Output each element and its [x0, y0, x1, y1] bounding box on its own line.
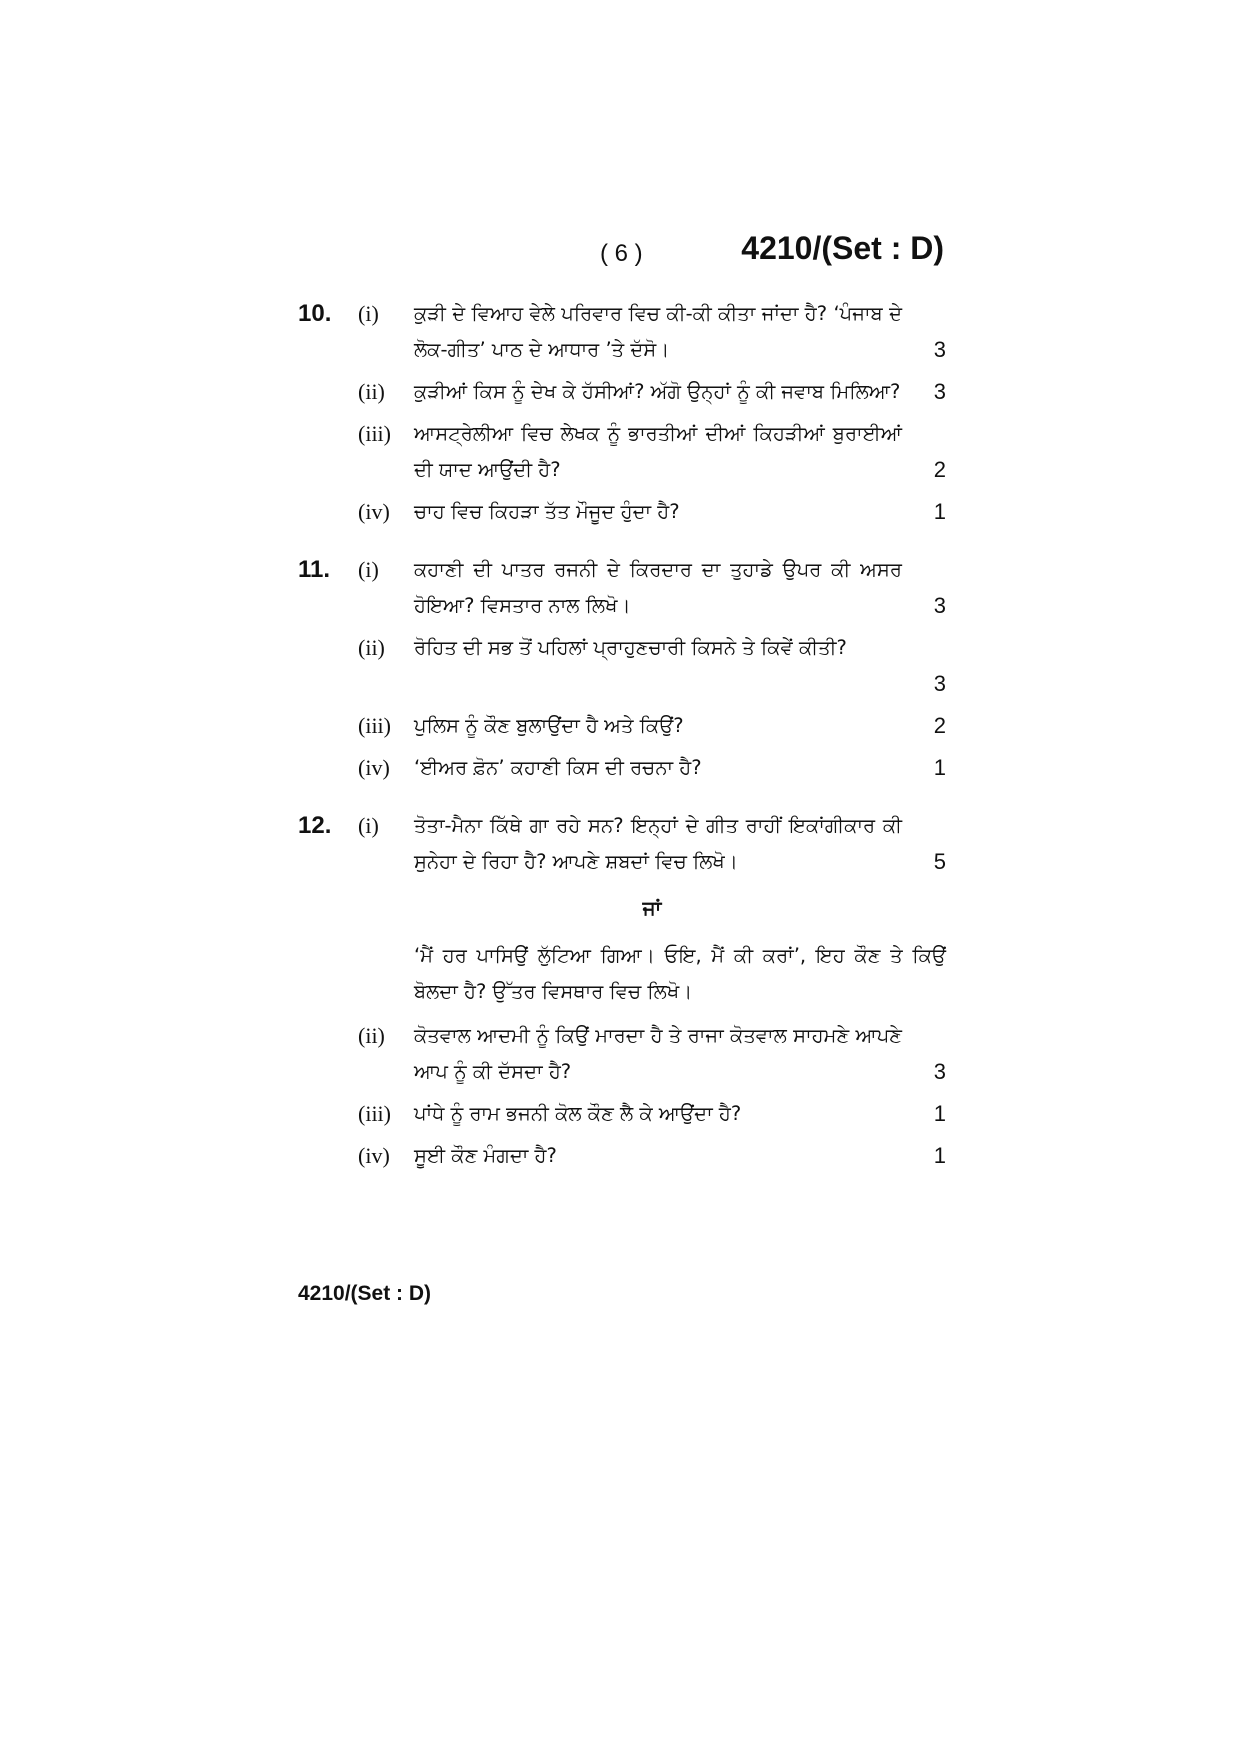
part-label: (i): [358, 557, 379, 582]
part-text: ਰੋਹਿਤ ਦੀ ਸਭ ਤੋਂ ਪਹਿਲਾਂ ਪ੍ਰਾਹੁਣਚਾਰੀ ਕਿਸਨੇ ਤੇ ਕਿਵੇਂ ਕੀਤੀ?: [414, 636, 847, 659]
part-marks: 3: [933, 337, 946, 362]
question-number: 11.: [298, 556, 331, 583]
part-label: (i): [358, 301, 379, 326]
question-number: 12.: [298, 812, 332, 839]
page-number: ( 6 ): [600, 240, 643, 267]
part-text: ਪੁਲਿਸ ਨੂੰ ਕੌਣ ਬੁਲਾਉਂਦਾ ਹੈ ਅਤੇ ਕਿਉਂ?: [414, 714, 684, 737]
part-text: ‘ਈਅਰ ਫ਼ੋਨ’ ਕਹਾਣੀ ਕਿਸ ਦੀ ਰਚਨਾ ਹੈ?: [414, 756, 702, 779]
part-text: ਕੋਤਵਾਲ ਆਦਮੀ ਨੂੰ ਕਿਉਂ ਮਾਰਦਾ ਹੈ ਤੇ ਰਾਜਾ ਕੋਤਵਾਲ ਸਾਹਮਣੇ ਆਪਣੇ ਆਪ ਨੂੰ ਕੀ ਦੱਸਦਾ ਹੈ?: [414, 1024, 902, 1083]
question-part: [298, 808, 946, 880]
question-part: [298, 708, 946, 744]
question-11: [298, 552, 946, 786]
question-part: [298, 1018, 946, 1090]
page-footer-set-label: 4210/(Set : D): [298, 1282, 432, 1305]
part-text: ਤੋਤਾ-ਮੈਨਾ ਕਿੱਥੇ ਗਾ ਰਹੇ ਸਨ? ਇਨ੍ਹਾਂ ਦੇ ਗੀਤ ਰਾਹੀਂ ਇਕਾਂਗੀਕਾਰ ਕੀ ਸੁਨੇਹਾ ਦੇ ਰਿਹਾ ਹੈ? ਆਪਣੇ ਸ਼ਬਦਾਂ ਵਿਚ ਲਿਖੋ।: [414, 814, 902, 873]
part-marks: 2: [933, 457, 946, 482]
part-marks: 1: [933, 1143, 946, 1168]
part-text: ਕੁੜੀ ਦੇ ਵਿਆਹ ਵੇਲੇ ਪਰਿਵਾਰ ਵਿਚ ਕੀ-ਕੀ ਕੀਤਾ ਜਾਂਦਾ ਹੈ? ‘ਪੰਜਾਬ ਦੇ ਲੋਕ-ਗੀਤ’ ਪਾਠ ਦੇ ਆਧਾਰ ’ਤੇ ਦੱਸੋ।: [414, 302, 902, 361]
part-label: (ii): [358, 1023, 385, 1048]
question-part: [298, 296, 946, 368]
question-part: [298, 750, 946, 786]
question-part: [298, 374, 946, 410]
alternative-question-text: ‘ਮੈਂ ਹਰ ਪਾਸਿਉਂ ਲੁੱਟਿਆ ਗਿਆ। ਓਇ, ਮੈਂ ਕੀ ਕਰਾਂ’, ਇਹ ਕੌਣ ਤੇ ਕਿਉਂ ਬੋਲਦਾ ਹੈ? ਉੱਤਰ ਵਿਸਥਾਰ ਵਿਚ ਲਿਖੋ।: [414, 944, 946, 1003]
question-part: [298, 1138, 946, 1174]
question-part: [298, 630, 946, 702]
question-part: [298, 494, 946, 530]
part-label: (i): [358, 813, 379, 838]
question-10: [298, 296, 946, 530]
page-header: [0, 230, 1240, 280]
part-marks: 1: [933, 1101, 946, 1126]
part-label: (iii): [358, 713, 391, 738]
paper-set-title: 4210/(Set : D): [741, 230, 944, 266]
part-marks: 2: [933, 713, 946, 738]
part-text: ਚਾਹ ਵਿਚ ਕਿਹੜਾ ਤੱਤ ਮੌਜੂਦ ਹੁੰਦਾ ਹੈ?: [414, 500, 680, 523]
part-marks: 5: [933, 849, 946, 874]
part-text: ਪਾਂਧੇ ਨੂੰ ਰਾਮ ਭਜਨੀ ਕੋਲ ਕੌਣ ਲੈ ਕੇ ਆਉਂਦਾ ਹੈ?: [414, 1102, 742, 1125]
or-label: ਜਾਂ: [642, 896, 662, 920]
part-label: (iii): [358, 421, 391, 446]
part-label: (iv): [358, 499, 390, 524]
question-12: [298, 808, 946, 1174]
question-part: [298, 552, 946, 624]
questions-section: [298, 296, 946, 1196]
question-number: 10.: [298, 300, 332, 327]
part-text: ਸੂਈ ਕੌਣ ਮੰਗਦਾ ਹੈ?: [414, 1144, 557, 1167]
question-part: [298, 416, 946, 488]
part-marks: 3: [933, 1059, 946, 1084]
part-label: (ii): [358, 635, 385, 660]
part-text: ਆਸਟ੍ਰੇਲੀਆ ਵਿਚ ਲੇਖਕ ਨੂੰ ਭਾਰਤੀਆਂ ਦੀਆਂ ਕਿਹੜੀਆਂ ਬੁਰਾਈਆਂ ਦੀ ਯਾਦ ਆਉਂਦੀ ਹੈ?: [414, 422, 902, 481]
part-label: (iv): [358, 755, 390, 780]
question-part: [298, 1096, 946, 1132]
part-label: (iii): [358, 1101, 391, 1126]
part-marks: 3: [933, 379, 946, 404]
part-text: ਕੁੜੀਆਂ ਕਿਸ ਨੂੰ ਦੇਖ ਕੇ ਹੱਸੀਆਂ? ਅੱਗੋ ਉਨ੍ਹਾਂ ਨੂੰ ਕੀ ਜਵਾਬ ਮਿਲਿਆ?: [414, 380, 901, 403]
part-marks: 3: [933, 671, 946, 696]
part-marks: 1: [933, 755, 946, 780]
part-marks: 1: [933, 499, 946, 524]
part-text: ਕਹਾਣੀ ਦੀ ਪਾਤਰ ਰਜਨੀ ਦੇ ਕਿਰਦਾਰ ਦਾ ਤੁਹਾਡੇ ਉਪਰ ਕੀ ਅਸਰ ਹੋਇਆ? ਵਿਸਤਾਰ ਨਾਲ ਲਿਖੋ।: [414, 558, 902, 617]
part-label: (ii): [358, 379, 385, 404]
part-marks: 3: [933, 593, 946, 618]
part-label: (iv): [358, 1143, 390, 1168]
